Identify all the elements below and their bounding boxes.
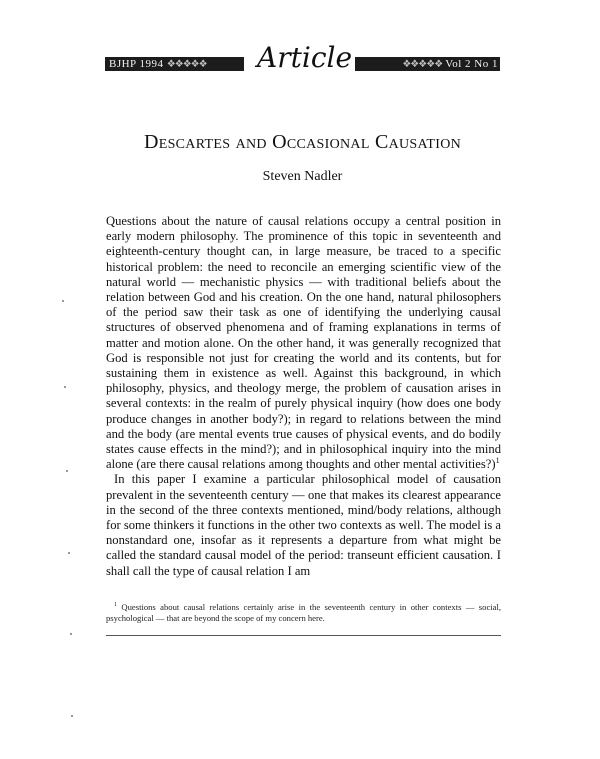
ornament-right-icon: ❖❖❖❖❖ — [402, 59, 443, 70]
footnote-text: Questions about causal relations certainly arise in the seventeenth century in other contexts — social, psychological — that are beyond the scope of my concern here. — [106, 601, 501, 623]
scan-speck — [64, 386, 66, 388]
scan-speck — [71, 715, 73, 717]
scan-speck — [70, 633, 72, 635]
article-body — [106, 214, 501, 579]
author-name: Steven Nadler — [262, 169, 343, 184]
journal-label-box — [105, 57, 244, 71]
footnote — [106, 600, 501, 624]
footnote-reference[interactable]: 1 — [495, 456, 500, 466]
scan-speck — [62, 300, 64, 302]
page-title: Descartes and Occasional Causation — [143, 131, 462, 153]
paragraph: In this paper I examine a particular philosophical model of causation prevalent in the seventeenth century — one that makes its clearest appearance in the second of the three contexts mentioned, mind/body relations, although for some thinkers it functions in the other two contexts as well. The model is a nonstandard one, insofar as it represents a departure from what might be called the standard causal model of the period: transeunt efficient causation. I shall call the type of causal relation I am — [106, 472, 501, 578]
journal-header — [105, 41, 500, 77]
footnote-marker: 1 — [114, 602, 117, 608]
ornament-left-icon: ❖❖❖❖❖ — [166, 59, 207, 70]
paragraph — [106, 214, 501, 472]
volume-label: Vol 2 No 1 — [445, 58, 498, 70]
scan-speck — [68, 552, 70, 554]
paragraph-text: Questions about the nature of causal relations occupy a central position in early modern philosophy. The prominence of this topic in seventeenth and eighteenth-century thought can, in large measure, be traced to a specific historical problem: the need to reconcile an emerging scientific view of the natural world — mechanistic physics — with traditional beliefs about the relation between God and his creation. On the one hand, natural philosophers of the period saw their task as one of identifying the underlying causal structures of observed phenomena and of framing explanations in terms of matter and motion alone. On the other hand, it was generally recognized that God is responsible not just for creating the world and its contents, but for sustaining them in existence as well. Against this background, in which philosophy, physics, and theology merge, the problem of causation arises in several contexts: in the realm of purely physical inquiry (how does one body produce changes in another body?); in regard to relations between the mind and the body (are mental events true causes of physical events, and do bodily states cause effects in the mind?); and in philosophical inquiry into the mind alone (are there causal relations among thoughts and other mental activities?) — [106, 214, 501, 472]
article-heading: Article — [257, 41, 353, 74]
volume-label-box — [355, 57, 500, 71]
footnote-rule — [106, 635, 501, 636]
journal-label: BJHP 1994 — [109, 58, 164, 70]
scan-speck — [66, 470, 68, 472]
